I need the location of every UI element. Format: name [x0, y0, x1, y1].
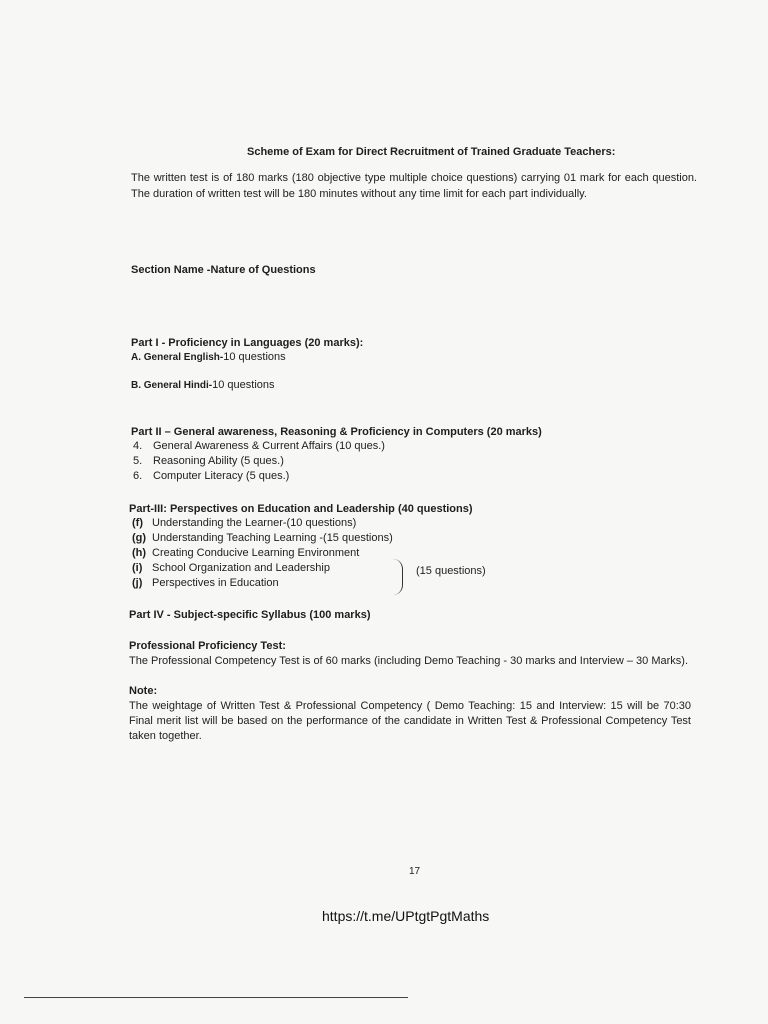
- intro-paragraph: The written test is of 180 marks (180 objective type multiple choice questions) carrying 01 mark for each question. The duration of written test will be 180 minutes without any time limit for each part individually.: [131, 172, 697, 200]
- part2-item: [133, 469, 289, 484]
- part3-item: [132, 576, 279, 591]
- part2-item-text: Computer Literacy (5 ques.): [153, 470, 290, 482]
- part3-item-text: Creating Conducive Learning Environment: [152, 547, 360, 559]
- part1-item-a-value: 10 questions: [223, 351, 286, 363]
- curly-brace: [392, 559, 403, 595]
- part3-item: [132, 531, 393, 546]
- document-title: Scheme of Exam for Direct Recruitment of Trained Graduate Teachers:: [247, 146, 616, 158]
- part2-heading: Part II – General awareness, Reasoning & Proficiency in Computers (20 marks): [131, 426, 542, 438]
- part3-item-num: (j): [132, 577, 143, 589]
- bottom-rule: [24, 997, 408, 998]
- part4-heading: Part IV - Subject-specific Syllabus (100 marks): [129, 609, 371, 621]
- section-heading: Section Name -Nature of Questions: [131, 264, 316, 276]
- note-text: The weightage of Written Test & Professional Competency ( Demo Teaching: 15 and Interview: 15 will be 70:30 Final merit list will be based on the performance of the candidate in Written Test & Professional Competency Test taken together.: [129, 700, 691, 742]
- part3-item-text: School Organization and Leadership: [152, 562, 330, 574]
- part2-item-num: 4.: [133, 440, 143, 452]
- telegram-link[interactable]: https://t.me/UPtgtPgtMaths: [322, 908, 490, 924]
- part3-group-note: (15 questions): [416, 565, 486, 577]
- part3-item-num: (i): [132, 562, 143, 574]
- part2-item-num: 6.: [133, 470, 143, 482]
- part3-item: [132, 561, 330, 576]
- part3-item-text: Understanding the Learner-(10 questions): [152, 517, 357, 529]
- professional-text: The Professional Competency Test is of 60 marks (including Demo Teaching - 30 marks and Interview – 30 Marks).: [129, 655, 689, 667]
- part3-item-text: Perspectives in Education: [152, 577, 279, 589]
- part2-item-num: 5.: [133, 455, 143, 467]
- part1-item-b-label: B. General Hindi-: [131, 380, 213, 391]
- part1-item-a-label: A. General English-: [131, 352, 224, 363]
- part2-item: [133, 454, 284, 469]
- note-heading: Note:: [129, 685, 158, 697]
- part2-item-text: Reasoning Ability (5 ques.): [153, 455, 284, 467]
- part1-item-b-value: 10 questions: [212, 379, 275, 391]
- part3-item: [132, 516, 356, 531]
- part1-item-b: [131, 378, 275, 393]
- page-number: 17: [409, 866, 421, 877]
- part3-item-text: Understanding Teaching Learning -(15 questions): [152, 532, 393, 544]
- professional-heading: Professional Proficiency Test:: [129, 640, 286, 652]
- part2-item: [133, 439, 385, 454]
- part3-item-num: (f): [132, 517, 143, 529]
- part3-item-num: (g): [132, 532, 147, 544]
- part1-item-a: [131, 350, 286, 365]
- part2-item-text: General Awareness & Current Affairs (10 ques.): [153, 440, 385, 452]
- part3-item: [132, 546, 359, 561]
- part3-heading: Part-III: Perspectives on Education and Leadership (40 questions): [129, 503, 473, 515]
- part1-heading: Part I - Proficiency in Languages (20 marks):: [131, 337, 364, 349]
- part3-item-num: (h): [132, 547, 147, 559]
